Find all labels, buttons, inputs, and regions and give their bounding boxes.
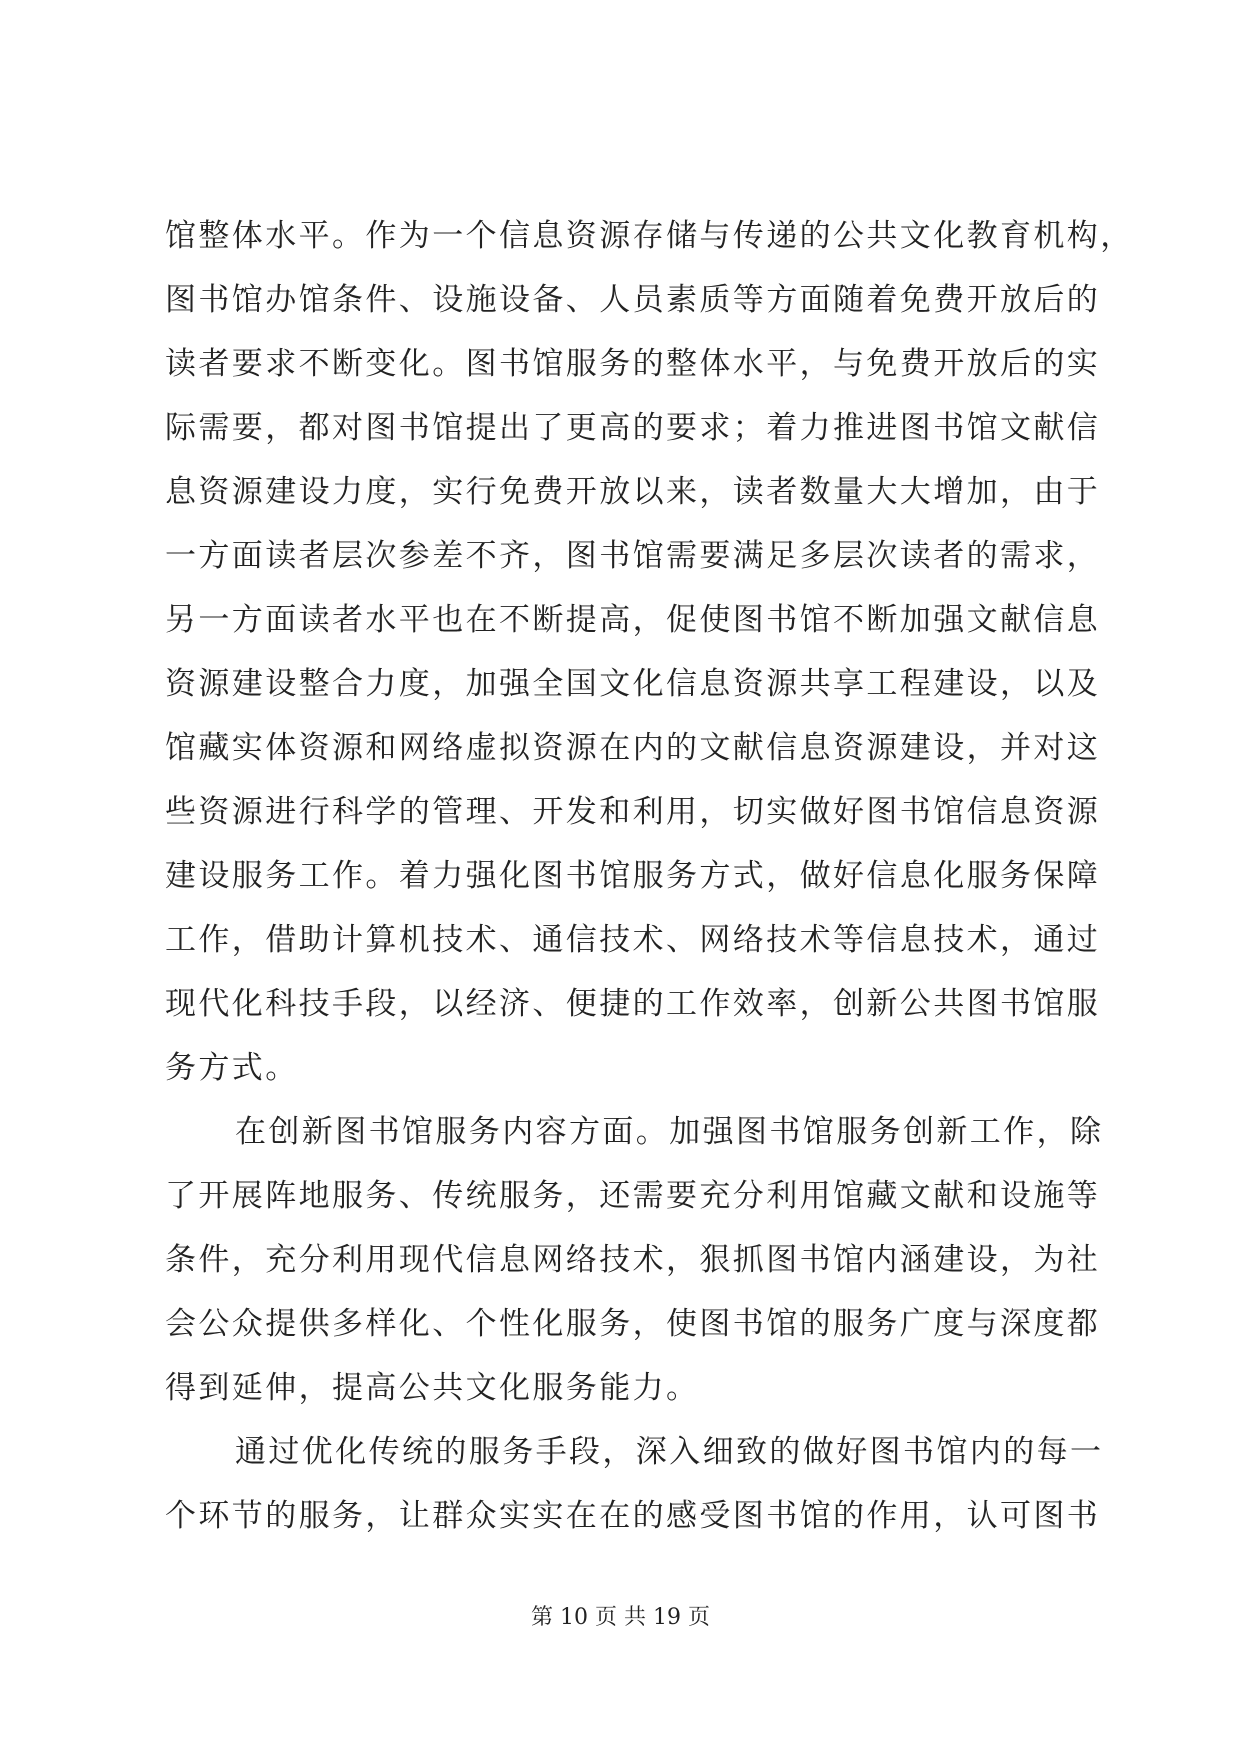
text-line: 会公众提供多样化、个性化服务，使图书馆的服务广度与深度都 [165, 1306, 1101, 1342]
text-line: 读者要求不断变化。图书馆服务的整体水平，与免费开放后的实 [165, 346, 1101, 382]
page-number-label: 第 10 页 共 19 页 [531, 1605, 710, 1630]
text-line: 另一方面读者水平也在不断提高，促使图书馆不断加强文献信息 [165, 602, 1101, 638]
paragraph-start-line: 在创新图书馆服务内容方面。加强图书馆服务创新工作，除 [235, 1114, 1104, 1150]
text-line: 馆藏实体资源和网络虚拟资源在内的文献信息资源建设，并对这 [165, 730, 1101, 766]
text-line: 条件，充分利用现代信息网络技术，狠抓图书馆内涵建设，为社 [165, 1242, 1101, 1278]
text-line: 些资源进行科学的管理、开发和利用，切实做好图书馆信息资源 [165, 794, 1101, 830]
text-line: 现代化科技手段，以经济、便捷的工作效率，创新公共图书馆服 [165, 986, 1101, 1022]
text-line: 际需要，都对图书馆提出了更高的要求；着力推进图书馆文献信 [165, 410, 1101, 446]
text-line: 息资源建设力度，实行免费开放以来，读者数量大大增加，由于 [165, 474, 1101, 510]
text-line: 资源建设整合力度，加强全国文化信息资源共享工程建设，以及 [165, 666, 1101, 702]
text-line: 建设服务工作。着力强化图书馆服务方式，做好信息化服务保障 [165, 858, 1101, 894]
body-text [165, 204, 1134, 1548]
page-footer [0, 1600, 1241, 1631]
text-line: 图书馆办馆条件、设施设备、人员素质等方面随着免费开放后的 [165, 282, 1101, 318]
text-line: 工作，借助计算机技术、通信技术、网络技术等信息技术，通过 [165, 922, 1101, 958]
text-line: 一方面读者层次参差不齐，图书馆需要满足多层次读者的需求， [165, 538, 1101, 574]
text-line: 个环节的服务，让群众实实在在的感受图书馆的作用，认可图书 [165, 1498, 1101, 1534]
text-line: 务方式。 [165, 1050, 299, 1086]
text-line: 馆整体水平。作为一个信息资源存储与传递的公共文化教育机构， [165, 218, 1134, 254]
text-line: 得到延伸，提高公共文化服务能力。 [165, 1370, 700, 1406]
text-line: 了开展阵地服务、传统服务，还需要充分利用馆藏文献和设施等 [165, 1178, 1101, 1214]
paragraph-start-line: 通过优化传统的服务手段，深入细致的做好图书馆内的每一 [235, 1434, 1104, 1470]
